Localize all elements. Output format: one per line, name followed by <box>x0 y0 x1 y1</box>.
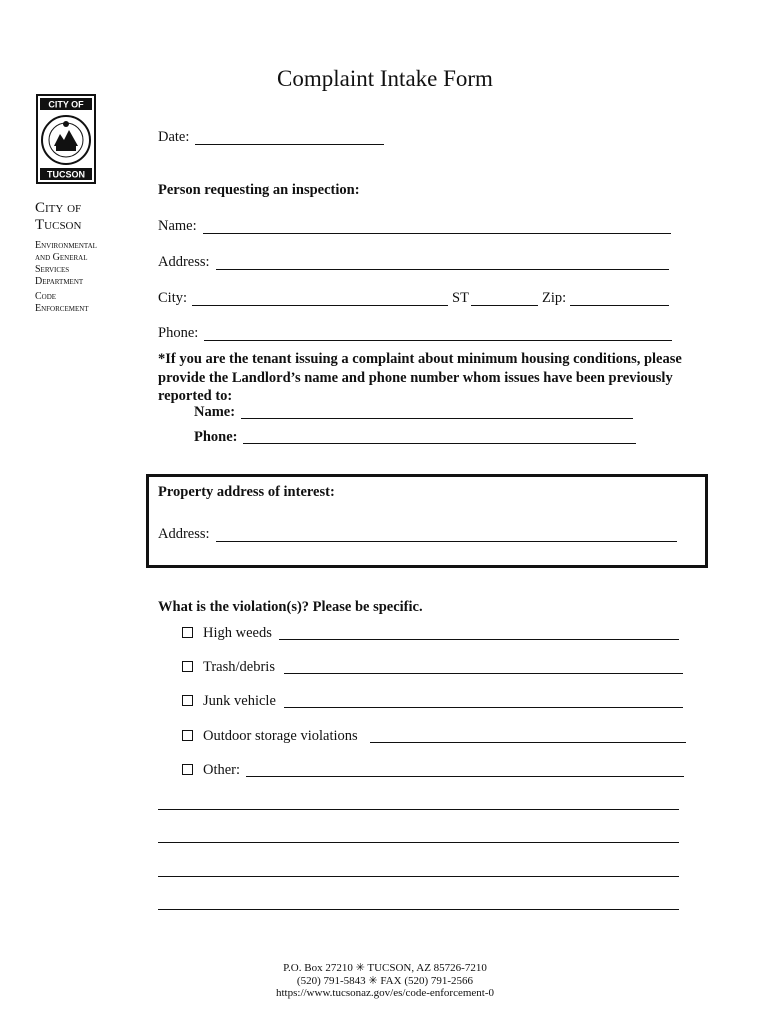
junk-vehicle-label: Junk vehicle <box>203 693 276 709</box>
trash-debris-checkbox[interactable] <box>182 661 193 672</box>
violations-heading: What is the violation(s)? Please be specific. <box>158 599 423 615</box>
description-line[interactable] <box>158 842 679 843</box>
requester-zip-label: Zip: <box>542 290 567 306</box>
requester-zip-field[interactable] <box>570 305 669 306</box>
other-checkbox[interactable] <box>182 764 193 775</box>
outdoor-storage-field[interactable] <box>370 742 686 743</box>
tenant-note: *If you are the tenant issuing a complaint about minimum housing conditions, please provide the Landlord’s name and phone number whom issues have been previously reported to: <box>158 351 682 404</box>
other-field[interactable] <box>246 776 684 777</box>
sidebar-department-line: Department <box>35 276 84 287</box>
landlord-name-label: Name: <box>194 404 236 420</box>
description-line[interactable] <box>158 876 679 877</box>
property-address-field[interactable] <box>216 541 677 542</box>
requester-st-field[interactable] <box>471 305 538 306</box>
footer-url[interactable]: https://www.tucsonaz.gov/es/code-enforcement-0 <box>276 987 494 999</box>
requester-phone-label: Phone: <box>158 325 199 341</box>
requester-heading: Person requesting an inspection: <box>158 182 360 198</box>
date-field[interactable] <box>195 144 384 145</box>
requester-city-field[interactable] <box>192 305 448 306</box>
landlord-name-field[interactable] <box>241 418 633 419</box>
city-seal-logo <box>36 94 96 184</box>
footer-address: P.O. Box 27210 ✳ TUCSON, AZ 85726-7210 <box>283 962 487 974</box>
sidebar-city-line: City of <box>35 200 82 216</box>
requester-name-field[interactable] <box>203 233 671 234</box>
requester-address-label: Address: <box>158 254 210 270</box>
description-line[interactable] <box>158 809 679 810</box>
other-label: Other: <box>203 762 241 778</box>
requester-phone-field[interactable] <box>204 340 672 341</box>
trash-debris-label: Trash/debris <box>203 659 275 675</box>
sidebar-city-name <box>35 200 81 234</box>
trash-debris-field[interactable] <box>284 673 683 674</box>
requester-city-label: City: <box>158 290 188 306</box>
requester-name-label: Name: <box>158 218 197 234</box>
footer-phone: (520) 791-5843 ✳ FAX (520) 791-2566 <box>296 974 474 987</box>
logo-top-text: CITY OF <box>48 99 84 110</box>
landlord-phone-label: Phone: <box>194 429 238 445</box>
sidebar-department-line: and General <box>35 252 88 263</box>
property-heading: Property address of interest: <box>158 484 335 500</box>
outdoor-storage-label: Outdoor storage violations <box>203 728 358 744</box>
requester-st-label: ST <box>452 290 469 306</box>
footer-contact <box>0 962 770 1000</box>
high-weeds-checkbox[interactable] <box>182 627 193 638</box>
junk-vehicle-field[interactable] <box>284 707 683 708</box>
junk-vehicle-checkbox[interactable] <box>182 695 193 706</box>
date-label: Date: <box>158 129 190 145</box>
sidebar-division <box>35 291 89 315</box>
description-line[interactable] <box>158 909 679 910</box>
landlord-phone-field[interactable] <box>243 443 636 444</box>
property-address-label: Address: <box>158 526 210 542</box>
requester-address-field[interactable] <box>216 269 669 270</box>
outdoor-storage-checkbox[interactable] <box>182 730 193 741</box>
sidebar-division-line: Code <box>35 291 57 302</box>
sidebar-department-line: Services <box>35 264 70 275</box>
sidebar-city-line: Tucson <box>35 217 82 233</box>
high-weeds-label: High weeds <box>203 625 272 641</box>
high-weeds-field[interactable] <box>279 639 679 640</box>
sidebar-division-line: Enforcement <box>35 303 89 314</box>
sidebar-department-line: Environmental <box>35 240 97 251</box>
logo-bottom-text: TUCSON <box>47 169 85 180</box>
sidebar-department <box>35 240 97 288</box>
form-title: Complaint Intake Form <box>277 66 493 91</box>
